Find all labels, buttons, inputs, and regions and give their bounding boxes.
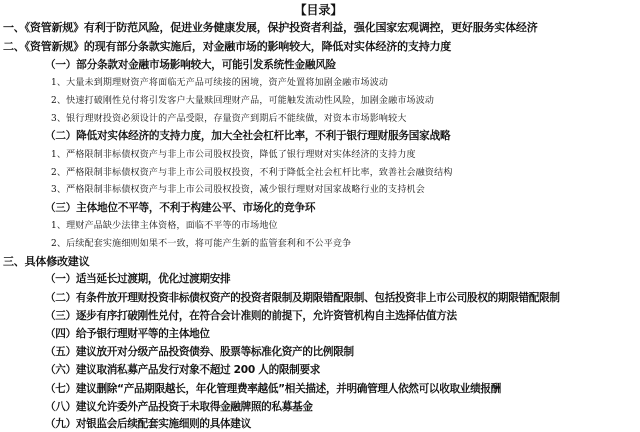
- document-title: 【目录】: [294, 3, 343, 17]
- subsection-heading: （三）主体地位不平等，不利于构建公平、市场化的竞争环: [45, 202, 316, 214]
- recommendation-item: （八）建议允许委外产品投资于未取得金融牌照的私募基金: [45, 401, 313, 413]
- subsection-heading: （一）部分条款对金融市场影响较大，可能引发系统性金融风险: [45, 59, 337, 71]
- list-item: 1、严格限制非标债权资产与非上市公司股权投资，降低了银行理财对实体经济的支持力度: [51, 150, 416, 160]
- list-item: 2、后续配套实施细则如果不一致，将可能产生新的监管套利和不公平竞争: [51, 239, 352, 249]
- subsection-heading: （二）降低对实体经济的支持力度，加大全社会杠杆比率，不利于银行理财服务国家战略: [45, 130, 451, 142]
- recommendation-item: （三）逐步有序打破刚性兑付，在符合会计准则的前提下，允许资管机构自主选择估值方法: [45, 310, 457, 322]
- recommendation-item: （一）适当延长过渡期，优化过渡期安排: [45, 273, 231, 285]
- list-item: 3、银行理财投资必须设计的产品受限，存量资产到期后不能续做，对资本市场影响较大: [51, 114, 407, 124]
- recommendation-item: （七）建议删除“产品期限越长，年化管理费率越低”相关描述，并明确管理人依然可以收取业绩报酬: [45, 383, 501, 395]
- list-item: 2、严格限制非标债权资产与非上市公司股权投资，不利于降低全社会杠杆比率，致善社会融资结构: [51, 168, 453, 178]
- section-heading: 三、具体修改建议: [3, 255, 90, 268]
- list-item: 1、理财产品缺少法律主体资格，面临不平等的市场地位: [51, 221, 278, 231]
- recommendation-item: （五）建议放开对分级产品投资债券、股票等标准化资产的比例限制: [45, 346, 354, 358]
- recommendation-item: （六）建议取消私募产品发行对象不超过 200 人的限制要求: [45, 364, 321, 376]
- list-item: 1、大量未到期理财资产将面临无产品可续接的困境，资产处置将加剧金融市场波动: [51, 78, 389, 88]
- recommendation-item: （九）对银监会后续配套实施细则的具体建议: [45, 418, 251, 430]
- section-heading: 一、《资管新规》有利于防范风险，促进业务健康发展，保护投资者利益，强化国家宏观调控，更好服务实体经济: [3, 21, 538, 34]
- recommendation-item: （二）有条件放开理财投资非标债权资产的投资者限制及期限错配限制、包括投资非上市公司股权的期限错配限制: [45, 292, 560, 304]
- section-heading: 二、《资管新规》的现有部分条款实施后，对金融市场的影响较大，降低对实体经济的支持力度: [3, 40, 452, 53]
- list-item: 3、严格限制非标债权资产与非上市公司股权投资，减少银行理财对国家战略行业的支持机会: [51, 185, 425, 195]
- recommendation-item: （四）给予银行理财平等的主体地位: [45, 328, 210, 340]
- list-item: 2、快速打破刚性兑付将引发客户大量赎回理财产品，可能触发流动性风险，加剧金融市场波动: [51, 96, 435, 106]
